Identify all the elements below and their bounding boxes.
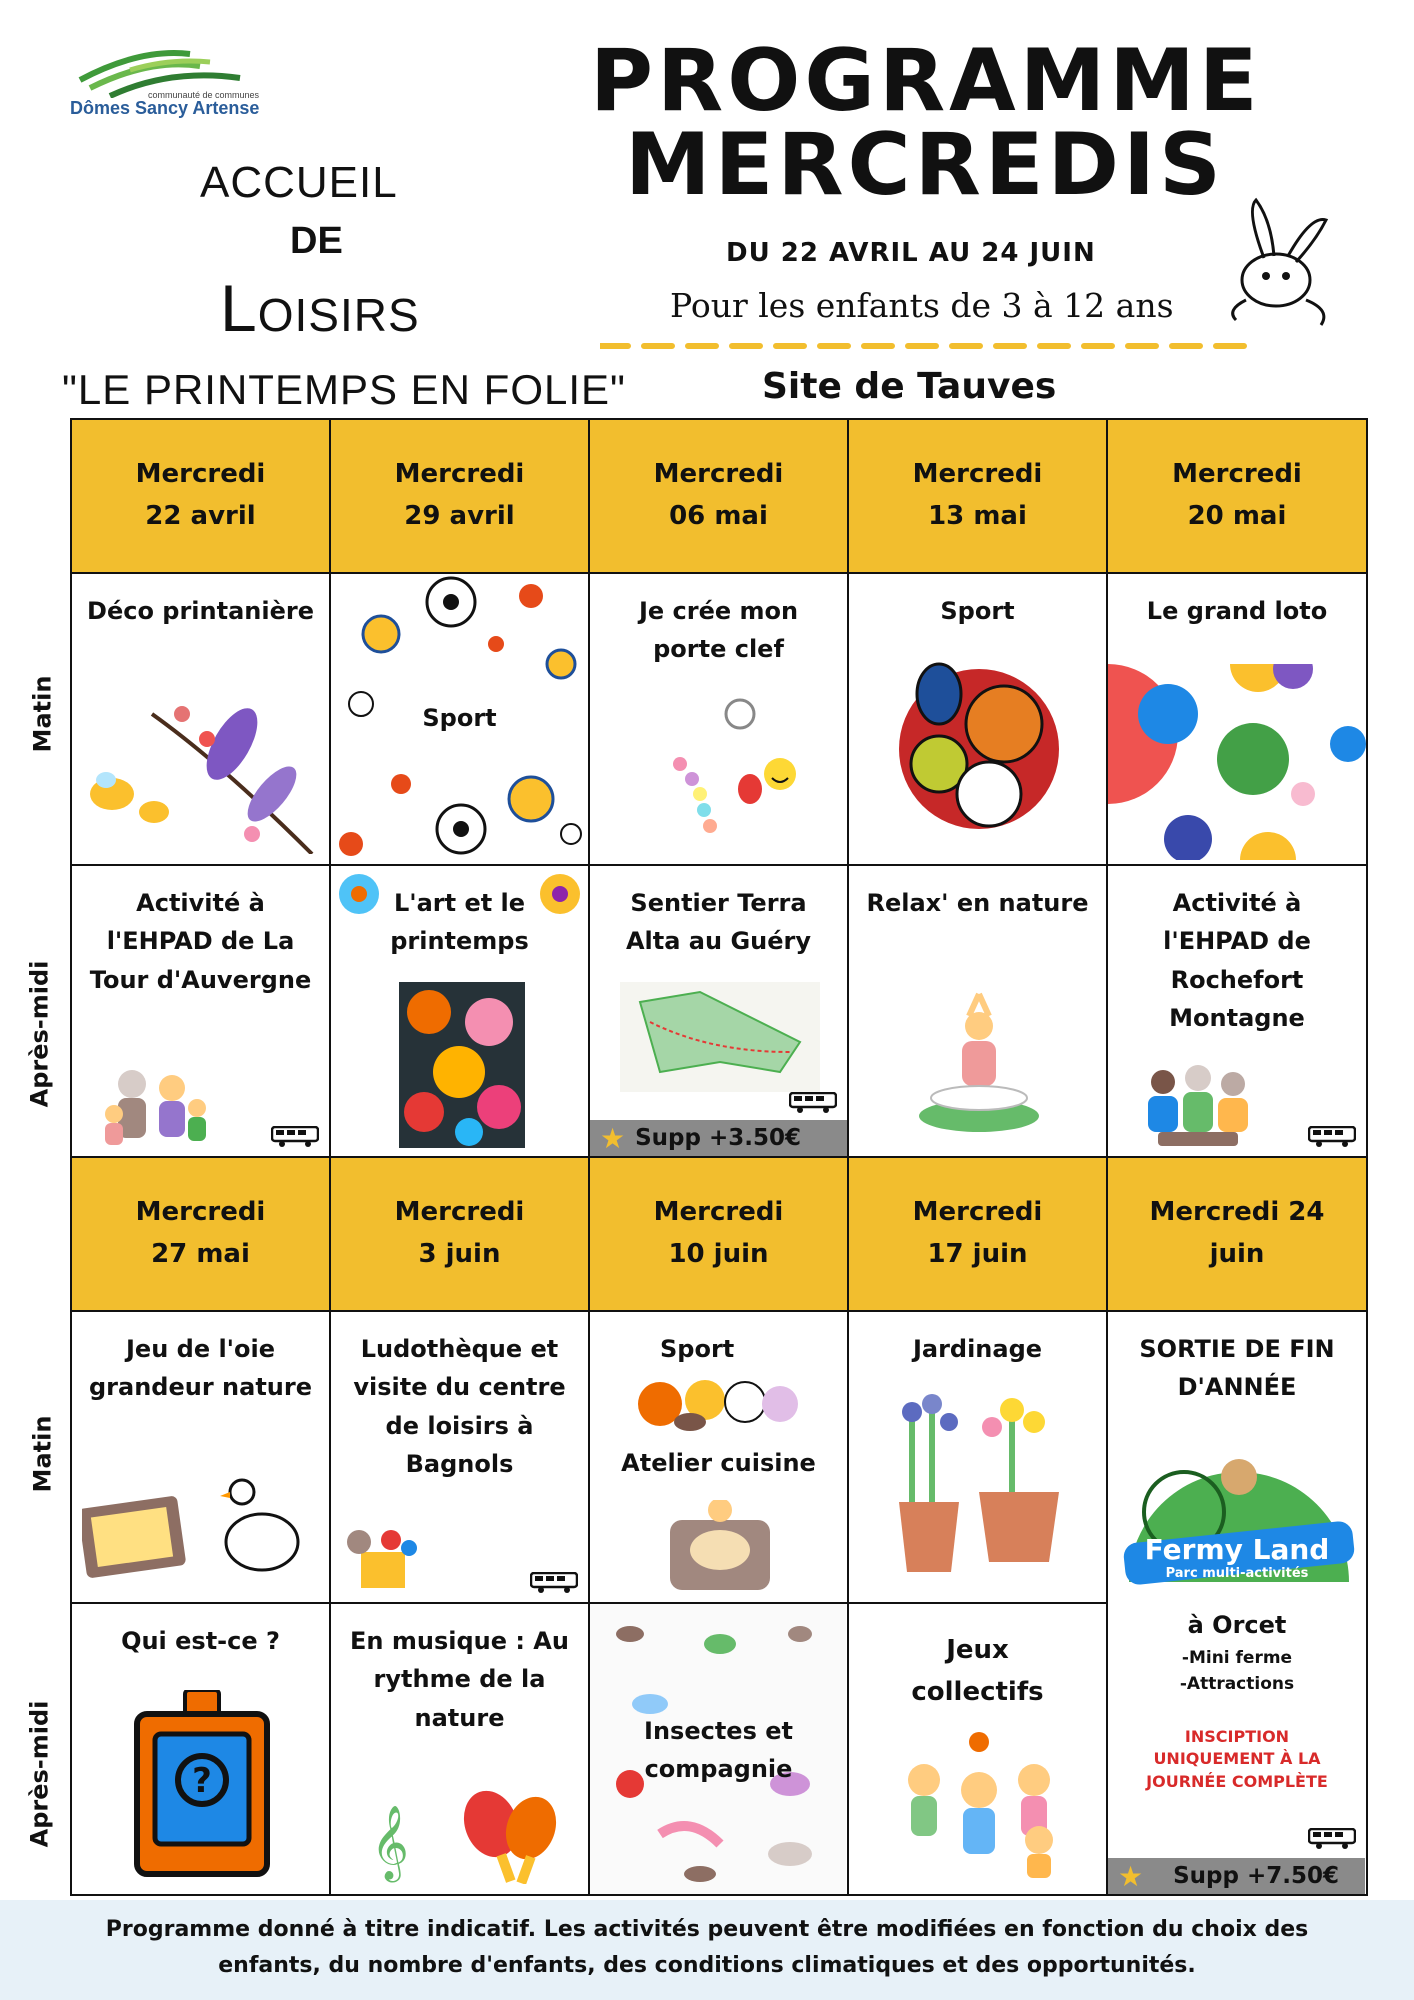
maracas-music-icon [361,1784,561,1884]
outing-cell [1106,1310,1368,1896]
activity-cell [588,1602,849,1896]
activity-title: Sport [940,597,1015,625]
elderly-group-icon [1138,1062,1258,1152]
bus-icon [1308,1126,1356,1148]
activity-title: L'art et le printemps [390,889,529,956]
activity-cell [329,864,590,1158]
supplement-badge [590,1120,848,1156]
spring-branch-bees-icon [82,684,322,854]
star-icon: ★ [1118,1859,1144,1893]
de-label: DE [290,220,343,262]
family-group-icon [102,1062,212,1152]
row-label-matin-2: Matin [28,1415,57,1493]
logo-name: Dômes Sancy Artense [70,98,260,118]
row-label-apres-midi-1: Après-midi [25,960,54,1108]
site-name: Site de Tauves [762,366,1057,407]
footer-disclaimer [0,1900,1414,2000]
loisirs-label: Loisirs [220,271,420,345]
board-game-goose-icon [82,1472,322,1592]
activity-title: Déco printanière [87,597,314,625]
activity-title: Sentier Terra Alta au Guéry [625,889,811,956]
activity-cell [1106,572,1368,866]
day-header: Mercredi 06 mai [588,418,849,574]
date-range: DU 22 AVRIL AU 24 JUIN [726,238,1096,268]
activity-title: En musique : Au rythme de la nature [350,1627,569,1732]
activity-title: Je crée mon porte clef [638,597,799,664]
footer-line: Programme donné à titre indicatif. Les activités peuvent être modifiées en fonction du choix des [105,1917,1309,1942]
logo-mountains-icon [70,38,270,98]
activity-extra-title: Atelier cuisine [621,1449,816,1477]
activity-cell [70,1602,331,1896]
fermy-land-name: Fermy Land [1144,1533,1330,1566]
row-label-matin-1: Matin [28,675,57,753]
bus-icon [271,1126,319,1148]
bus-icon [530,1572,578,1594]
loto-balls-icon [1108,664,1366,860]
keychain-icon [640,694,800,854]
outing-item: -Mini ferme [1181,1648,1293,1668]
registration-notice: INSCIPTION UNIQUEMENT À LA JOURNÉE COMPLÈTE [1146,1727,1328,1791]
flower-painting-icon [399,982,525,1148]
day-header: Mercredi 27 mai [70,1156,331,1312]
activity-title: Jeu de l'oie grandeur nature [89,1335,312,1402]
toys-icon [341,1522,421,1592]
svg-text:𝄞: 𝄞 [371,1806,409,1880]
day-header: Mercredi 13 mai [847,418,1108,574]
rabbit-icon [1216,190,1346,340]
mystery-person-card-icon [127,1690,277,1880]
sport-balls-icon [630,1372,810,1432]
activity-cell [70,864,331,1158]
bus-icon [789,1092,837,1114]
accueil-label: ACCUEIL [200,158,398,207]
day-header: Mercredi 10 juin [588,1156,849,1312]
activity-cell [588,864,849,1158]
activity-title: Jeux collectifs [911,1635,1044,1707]
row-label-apres-midi-2: Après-midi [25,1700,54,1848]
activity-title: Sport [422,704,497,732]
activity-cell [847,572,1108,866]
outing-place: à Orcet [1187,1611,1287,1639]
day-header: Mercredi 20 mai [1106,418,1368,574]
cooking-icon [660,1500,780,1596]
activity-title: Qui est-ce ? [121,1627,280,1655]
activity-cell [588,572,849,866]
activity-cell [70,1310,331,1604]
supplement-badge [1108,1858,1365,1894]
activity-cell [1106,864,1368,1158]
supplement-price: Supp +3.50€ [635,1125,802,1151]
day-header: Mercredi 29 avril [329,418,590,574]
dashed-divider [600,342,1250,350]
svg-text:?: ? [192,1761,212,1801]
outing-item: -Attractions [1179,1674,1295,1694]
age-range: Pour les enfants de 3 à 12 ans [670,286,1174,325]
activity-cell [847,1310,1108,1604]
program-grid [70,418,1368,1896]
activity-title: Sport [660,1335,735,1363]
page-title-line2: MERCREDIS [625,115,1225,215]
star-icon: ★ [600,1121,626,1155]
activity-cell [329,1602,590,1896]
activity-cell [329,1310,590,1604]
day-header: Mercredi 24 juin [1106,1156,1368,1312]
activity-cell [588,1310,849,1604]
day-header: Mercredi 22 avril [70,418,331,574]
day-header: Mercredi 3 juin [329,1156,590,1312]
activity-title: Ludothèque et visite du centre de loisirs à Bagnols [353,1335,566,1479]
activity-title: Jardinage [912,1335,1043,1363]
logo-subtitle: communauté de communes [148,90,260,100]
activity-title: Relax' en nature [866,889,1089,917]
sport-equipment-icon [894,654,1064,834]
flower-pots-icon [889,1382,1069,1582]
yoga-person-icon [914,986,1044,1136]
activity-title: Insectes et compagnie [644,1717,793,1784]
activity-title: Activité à l'EHPAD de Rochefort Montagne [1163,889,1311,1033]
activity-cell [847,864,1108,1158]
supplement-price: Supp +7.50€ [1173,1863,1340,1889]
activity-title: Le grand loto [1146,597,1328,625]
bus-icon [1308,1828,1356,1850]
activity-cell [329,572,590,866]
activity-cell [70,572,331,866]
footer-line: enfants, du nombre d'enfants, des conditions climatiques et des opportunités. [218,1953,1196,1979]
fermy-land-subtitle: Parc multi-activités [1165,1566,1309,1581]
trail-map-icon [620,982,820,1092]
logo [70,38,270,138]
children-playing-icon [889,1730,1069,1880]
day-header: Mercredi 17 juin [847,1156,1108,1312]
activity-title: SORTIE DE FIN D'ANNÉE [1139,1335,1335,1402]
page-title-line1: PROGRAMME [590,31,1262,131]
activity-cell [847,1602,1108,1896]
theme-title: "LE PRINTEMPS EN FOLIE" [62,366,626,413]
activity-title: Activité à l'EHPAD de La Tour d'Auvergne [89,889,312,994]
